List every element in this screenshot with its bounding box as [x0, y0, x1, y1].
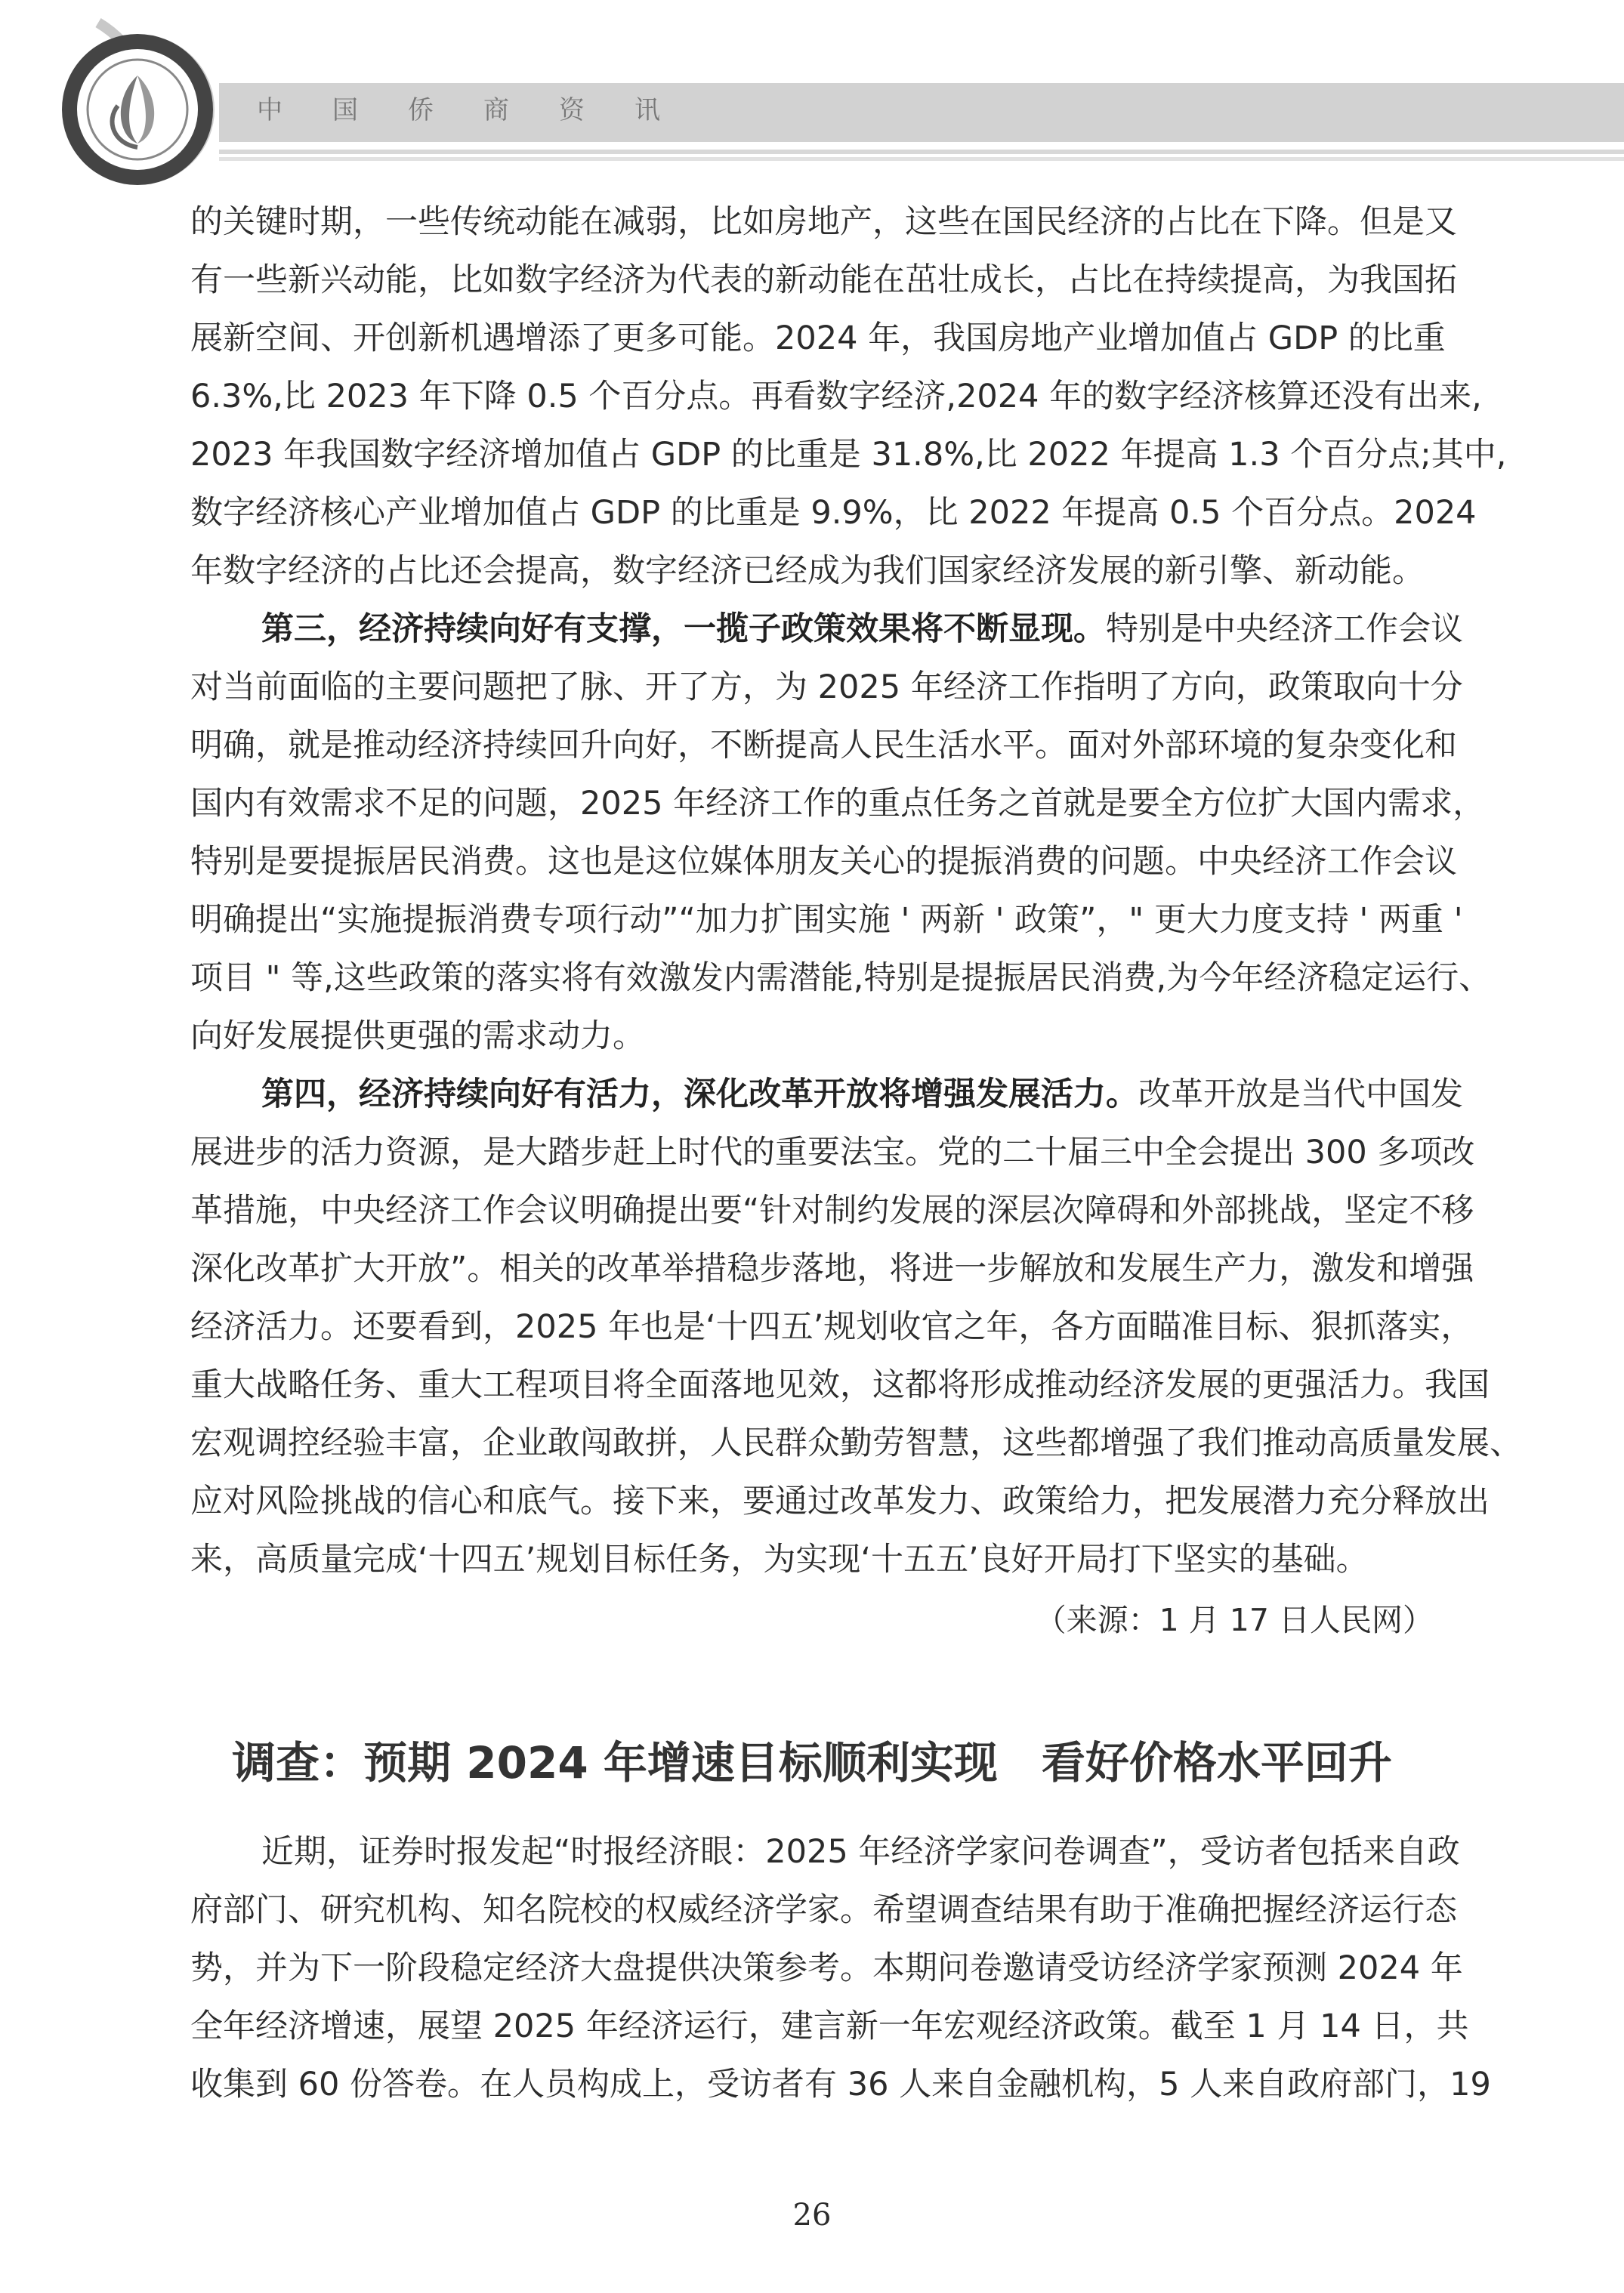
text-line: 经济活力。还要看到，2025 年也是‘十四五’规划收官之年，各方面瞄准目标、狠抓落实，: [190, 1308, 1474, 1346]
paragraph-lead: 第三，经济持续向好有支撑，一揽子政策效果将不断显现。: [261, 610, 1106, 648]
text-line: 项目 " 等,这些政策的落实将有效激发内需潜能,特别是提振居民消费,为今年经济稳定运行、: [190, 959, 1492, 997]
text-line: 深化改革扩大开放”。相关的改革举措稳步落地，将进一步解放和发展生产力，激发和增强: [190, 1250, 1474, 1288]
header-rule: [219, 157, 1624, 161]
text-line: 2023 年我国数字经济增加值占 GDP 的比重是 31.8%,比 2022 年提高 1.3 个百分点;其中,: [190, 436, 1507, 474]
paragraph-lead: 第四，经济持续向好有活力，深化改革开放将增强发展活力。: [261, 1076, 1138, 1113]
text-line: 来，高质量完成‘十四五’规划目标任务，为实现‘十五五’良好开局打下坚实的基础。: [190, 1541, 1369, 1579]
article2-body: [190, 1823, 1491, 2114]
text-line: 重大战略任务、重大工程项目将全面落地见效，这都将形成推动经济发展的更强活力。我国: [190, 1366, 1490, 1404]
text-line: 6.3%,比 2023 年下降 0.5 个百分点。再看数字经济,2024 年的数字经济核算还没有出来,: [190, 378, 1482, 415]
text-line: 的关键时期，一些传统动能在减弱，比如房地产，这些在国民经济的占比在下降。但是又: [190, 203, 1457, 241]
text-line: 近期，证券时报发起“时报经济眼：2025 年经济学家问卷调查”，受访者包括来自政: [261, 1833, 1460, 1871]
text-line: 特别是要提振居民消费。这也是这位媒体朋友关心的提振消费的问题。中央经济工作会议: [190, 843, 1457, 881]
text-line: 明确，就是推动经济持续回升向好，不断提高人民生活水平。面对外部环境的复杂变化和: [190, 727, 1457, 764]
publication-title: 中国侨商资讯: [257, 95, 710, 125]
text-line: 国内有效需求不足的问题，2025 年经济工作的重点任务之首就是要全方位扩大国内需求，: [190, 785, 1486, 822]
text-line: 明确提出“实施提振消费专项行动”“加力扩围实施 ' 两新 ' 政策”，" 更大力度支持 ' 两重 ': [190, 901, 1463, 939]
article-source: （来源：1 月 17 日人民网）: [1035, 1602, 1434, 1638]
text-line: 应对风险挑战的信心和底气。接下来，要通过改革发力、政策给力，把发展潜力充分释放出: [190, 1483, 1490, 1520]
text-line: 年数字经济的占比还会提高，数字经济已经成为我们国家经济发展的新引擎、新动能。: [190, 552, 1425, 590]
text-line: 数字经济核心产业增加值占 GDP 的比重是 9.9%，比 2022 年提高 0.5 个百分点。2024: [190, 494, 1477, 532]
page-number: 26: [792, 2198, 832, 2233]
header-rule: [219, 150, 1624, 154]
text-line: [190, 1066, 1463, 1124]
text-line: 宏观调控经验丰富，企业敢闯敢拼，人民群众勤劳智慧，这些都增强了我们推动高质量发展、: [190, 1424, 1522, 1462]
text-line: 对当前面临的主要问题把了脉、开了方，为 2025 年经济工作指明了方向，政策取向十分: [190, 668, 1463, 706]
article-title: 调查：预期 2024 年增速目标顺利实现 看好价格水平回升: [232, 1737, 1392, 1788]
text-line: 向好发展提供更强的需求动力。: [190, 1017, 645, 1055]
text-line: [190, 600, 1463, 659]
logo: [53, 15, 234, 196]
article-body: [190, 193, 1522, 1589]
text-line: 势，并为下一阶段稳定经济大盘提供决策参考。本期问卷邀请受访经济学家预测 2024 年: [190, 1949, 1463, 1987]
text-line: 收集到 60 份答卷。在人员构成上，受访者有 36 人来自金融机构，5 人来自政府部门，19: [190, 2066, 1491, 2103]
text-line: 革措施，中央经济工作会议明确提出要“针对制约发展的深层次障碍和外部挑战，坚定不移: [190, 1192, 1474, 1230]
text-span: 改革开放是当代中国发: [1138, 1076, 1463, 1113]
text-line: 有一些新兴动能，比如数字经济为代表的新动能在茁壮成长，占比在持续提高，为我国拓: [190, 261, 1457, 299]
text-span: 特别是中央经济工作会议: [1106, 610, 1463, 648]
text-line: 府部门、研究机构、知名院校的权威经济学家。希望调查结果有助于准确把握经济运行态: [190, 1891, 1457, 1929]
text-line: 展新空间、开创新机遇增添了更多可能。2024 年，我国房地产业增加值占 GDP 的比重: [190, 319, 1446, 357]
text-line: 展进步的活力资源，是大踏步赶上时代的重要法宝。党的二十届三中全会提出 300 多项改: [190, 1134, 1475, 1171]
text-line: 全年经济增速，展望 2025 年经济运行，建言新一年宏观经济政策。截至 1 月 14 日，共: [190, 2008, 1469, 2045]
